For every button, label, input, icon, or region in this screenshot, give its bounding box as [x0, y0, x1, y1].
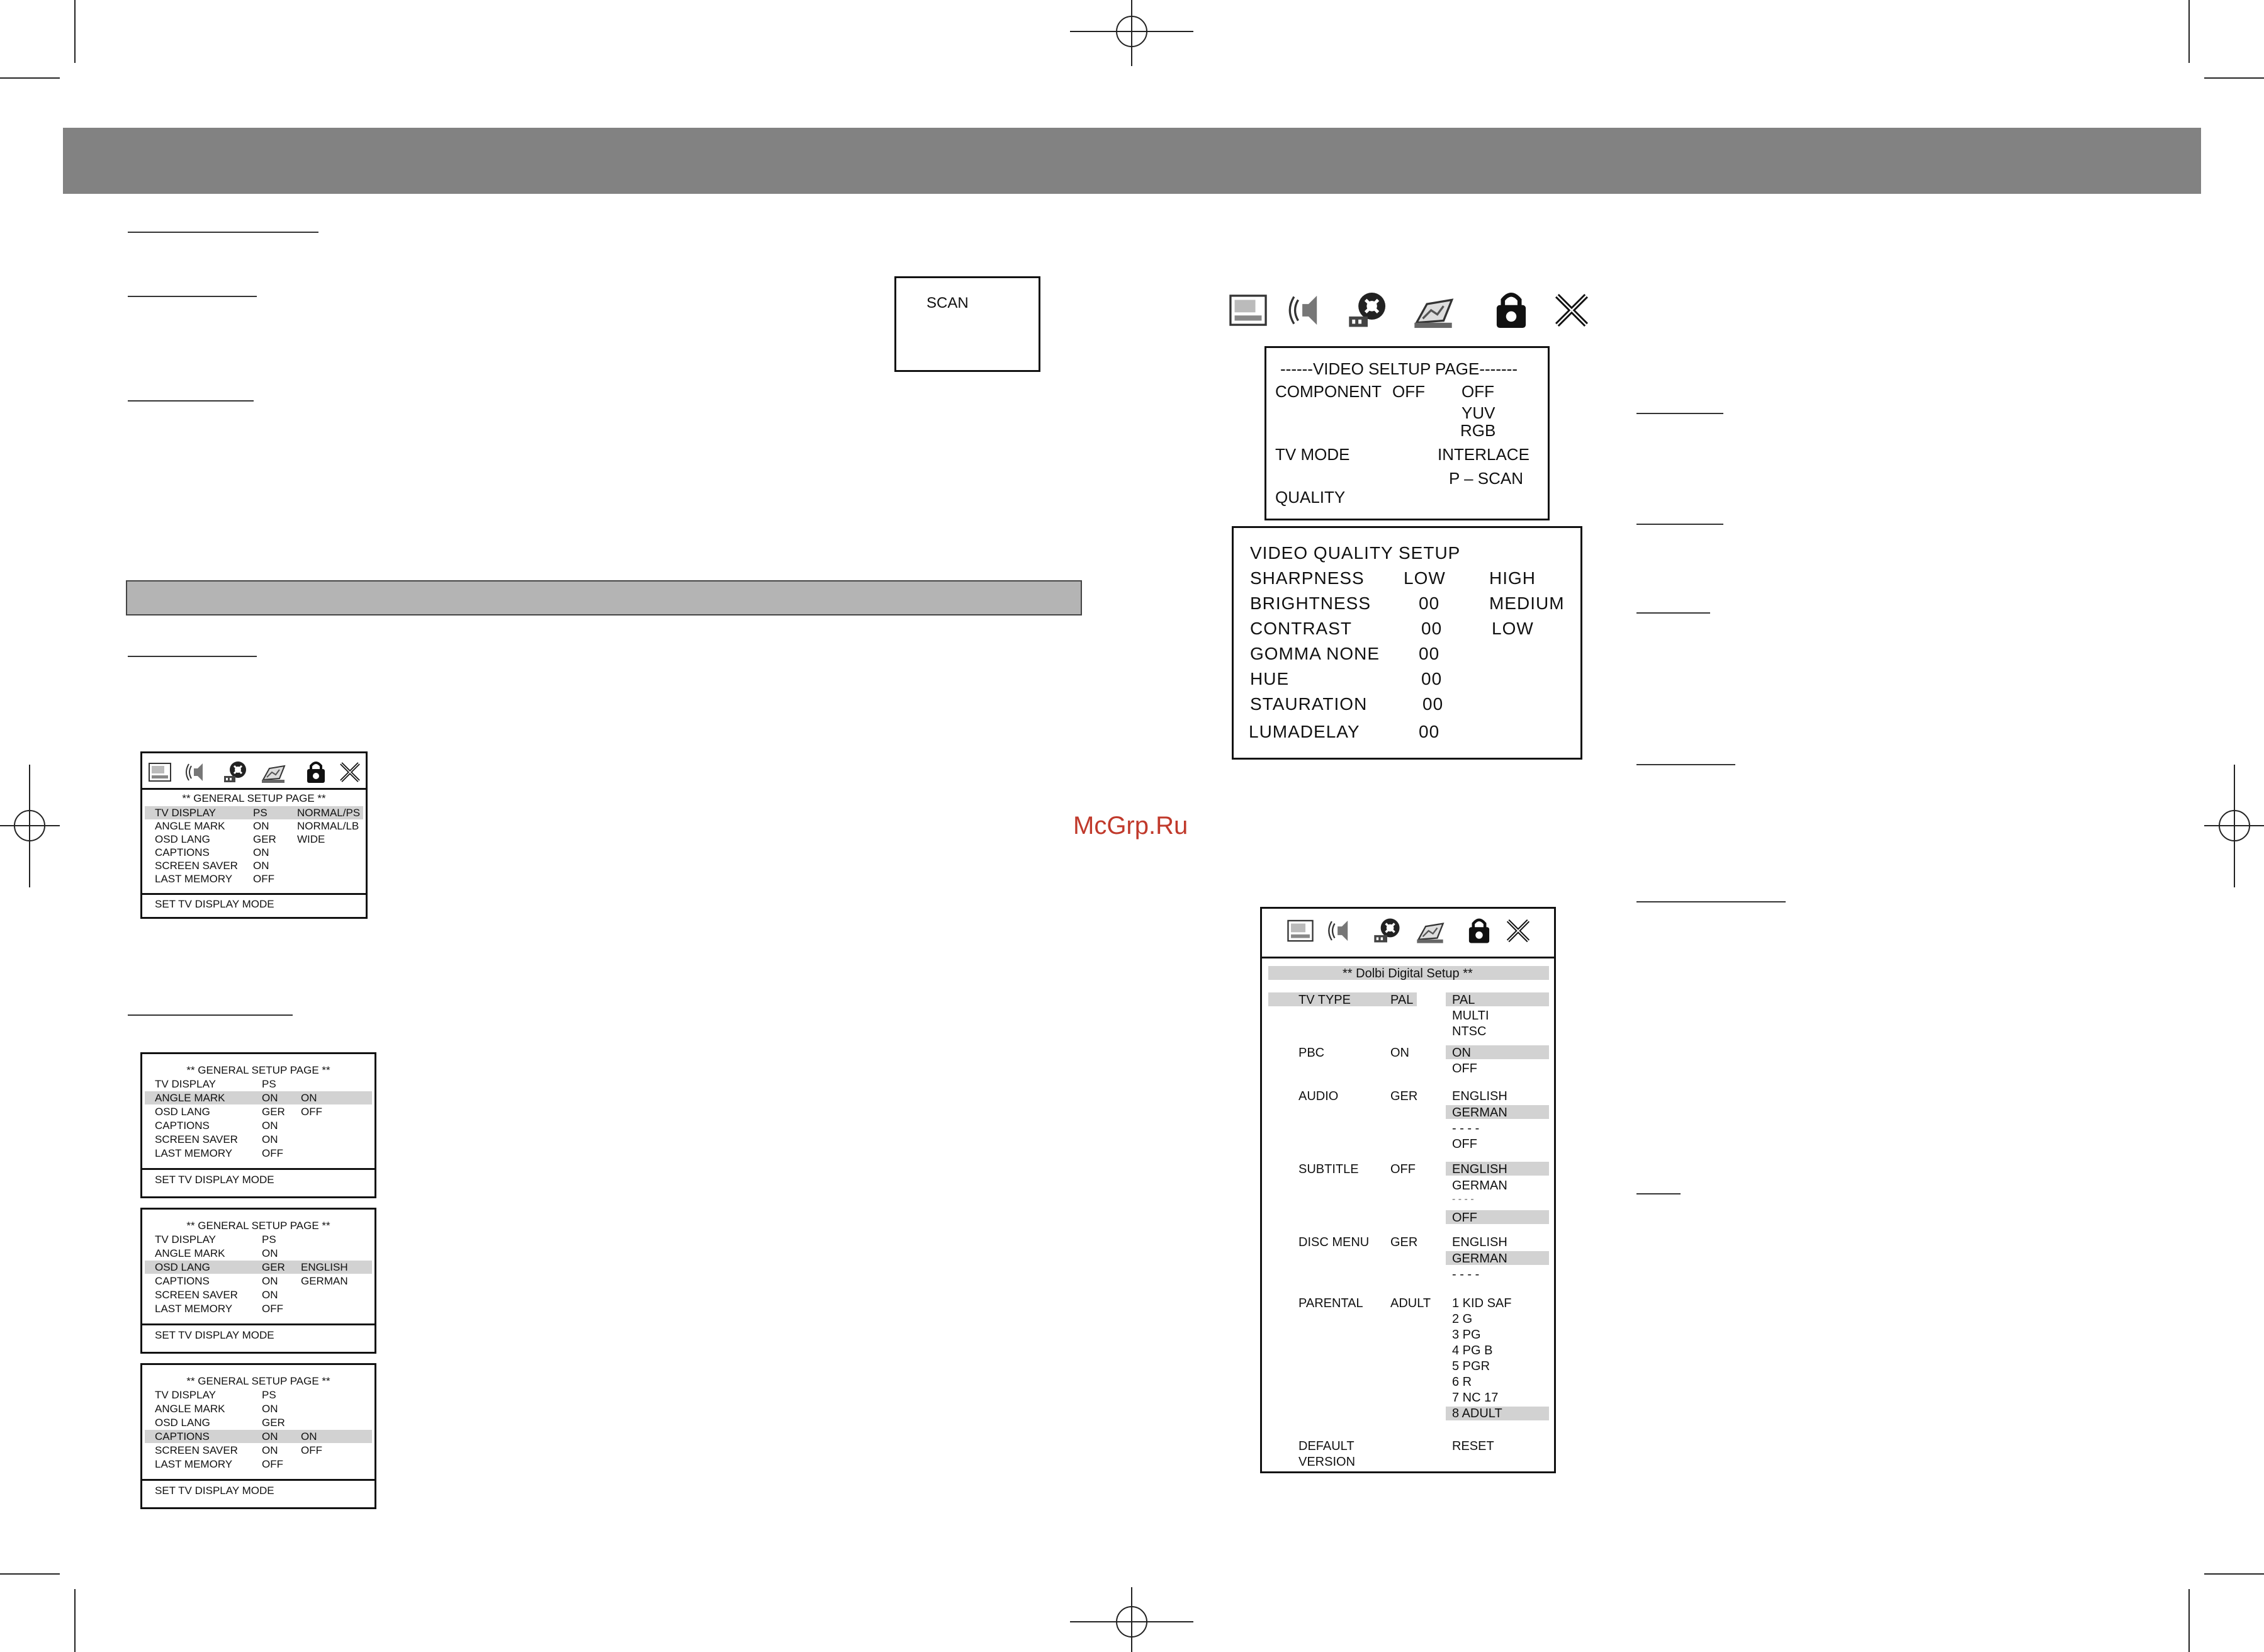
hue-label[interactable]: HUE	[1250, 669, 1290, 688]
parental-option-3[interactable]: 3 PG	[1452, 1328, 1481, 1342]
menu-row-osd-lang[interactable]: OSD LANG GER WIDE	[155, 833, 325, 845]
tv-setup-icon[interactable]	[147, 760, 172, 785]
audio-value: GER	[1390, 1089, 1418, 1103]
scan-label: SCAN	[926, 295, 969, 312]
subtitle-option-german[interactable]: GERMAN	[1452, 1179, 1507, 1193]
exit-icon[interactable]	[337, 760, 363, 785]
film-reel-icon[interactable]	[1347, 289, 1388, 331]
tv-type-option-pal[interactable]: PAL	[1452, 993, 1475, 1007]
menu-row-last-memory[interactable]: LAST MEMORY OFF	[155, 1458, 283, 1470]
heading-rule	[1636, 764, 1735, 765]
lock-icon[interactable]	[303, 760, 329, 785]
menu-row-screen-saver[interactable]: SCREEN SAVER ON	[155, 1133, 278, 1145]
setup-title: ** GENERAL SETUP PAGE **	[186, 1064, 330, 1076]
subtitle-value: OFF	[1390, 1162, 1416, 1176]
menu-row-captions[interactable]: CAPTIONS ON	[155, 1120, 278, 1132]
heading-rule	[128, 400, 254, 402]
exit-icon[interactable]	[1504, 916, 1533, 945]
saturation-label[interactable]: STAURATION	[1250, 694, 1368, 714]
parental-option-6[interactable]: 6 R	[1452, 1375, 1472, 1389]
general-setup-box-2	[140, 1052, 376, 1198]
subtitle-option-dashes[interactable]: - - - -	[1452, 1194, 1474, 1205]
audio-icon[interactable]	[1288, 289, 1329, 331]
setup-footer: SET TV DISPLAY MODE	[155, 1174, 274, 1186]
menu-row-tv-display[interactable]: TV DISPLAY PS	[155, 1389, 276, 1401]
pbc-option-off[interactable]: OFF	[1452, 1062, 1477, 1076]
tv-mode-option-interlace[interactable]: INTERLACE	[1438, 445, 1529, 464]
heading-rule	[1636, 524, 1723, 525]
disc-menu-value: GER	[1390, 1235, 1418, 1249]
saturation-value: 00	[1422, 694, 1444, 714]
parental-label[interactable]: PARENTAL	[1298, 1296, 1363, 1310]
heading-rule	[1636, 612, 1710, 614]
subtitle-option-english[interactable]: ENGLISH	[1452, 1162, 1507, 1176]
setup-footer: SET TV DISPLAY MODE	[155, 1485, 274, 1497]
tv-mode-option-pscan[interactable]: P – SCAN	[1449, 469, 1524, 488]
menu-row-captions[interactable]: CAPTIONS ON ON	[145, 1430, 372, 1443]
setup-title: ** GENERAL SETUP PAGE **	[186, 1220, 330, 1232]
setup-icon-bar	[1262, 916, 1554, 945]
subtitle-label[interactable]: SUBTITLE	[1298, 1162, 1359, 1176]
version-label: VERSION	[1298, 1455, 1356, 1469]
menu-row-angle-mark[interactable]: ANGLE MARK ON	[155, 1403, 278, 1415]
brightness-label[interactable]: BRIGHTNESS	[1250, 593, 1371, 613]
menu-row-angle-mark[interactable]: ANGLE MARK ON NORMAL/LB	[155, 820, 359, 832]
setup-title: ** GENERAL SETUP PAGE **	[182, 792, 326, 804]
video-quality-title: VIDEO QUALITY SETUP	[1250, 543, 1461, 563]
exit-icon[interactable]	[1551, 289, 1592, 331]
audio-option-dashes[interactable]: - - - -	[1452, 1121, 1480, 1135]
picture-icon[interactable]	[1412, 289, 1454, 331]
video-setup-icon-bar	[1227, 289, 1592, 334]
lock-icon[interactable]	[1490, 289, 1532, 331]
menu-row-screen-saver[interactable]: SCREEN SAVER ON	[155, 860, 269, 872]
menu-row-last-memory[interactable]: LAST MEMORY OFF	[155, 1147, 283, 1159]
setup-icon-bar	[142, 760, 366, 785]
setup-footer: SET TV DISPLAY MODE	[155, 898, 274, 910]
audio-option-english[interactable]: ENGLISH	[1452, 1089, 1507, 1103]
header-band	[63, 128, 2201, 194]
contrast-label[interactable]: CONTRAST	[1250, 619, 1352, 638]
lock-icon[interactable]	[1465, 916, 1494, 945]
audio-icon[interactable]	[1327, 916, 1356, 945]
parental-option-4[interactable]: 4 PG B	[1452, 1344, 1493, 1357]
sharpness-label[interactable]: SHARPNESS	[1250, 568, 1365, 588]
component-value: OFF	[1392, 382, 1425, 401]
general-setup-box-4	[140, 1363, 376, 1509]
audio-option-off[interactable]: OFF	[1452, 1137, 1477, 1151]
parental-option-7[interactable]: 7 NC 17	[1452, 1391, 1499, 1405]
subtitle-option-off[interactable]: OFF	[1452, 1211, 1477, 1225]
hue-value: 00	[1421, 669, 1443, 688]
tv-setup-icon[interactable]	[1227, 289, 1269, 331]
video-quality-box	[1232, 526, 1582, 760]
sharpness-option-low[interactable]: LOW	[1492, 619, 1534, 638]
disc-menu-option-dashes[interactable]: - - - -	[1452, 1267, 1480, 1281]
audio-icon[interactable]	[185, 760, 210, 785]
tv-setup-icon[interactable]	[1286, 916, 1315, 945]
audio-label[interactable]: AUDIO	[1298, 1089, 1339, 1103]
picture-icon[interactable]	[1416, 916, 1445, 945]
dolby-title: ** Dolbi Digital Setup **	[1343, 967, 1473, 981]
heading-rule	[1636, 413, 1723, 414]
menu-row-captions[interactable]: CAPTIONS ON GERMAN	[155, 1275, 348, 1287]
contrast-value: 00	[1421, 619, 1443, 638]
menu-row-osd-lang[interactable]: OSD LANG GER OFF	[155, 1106, 322, 1118]
gamma-value: 00	[1419, 644, 1440, 663]
scan-box	[894, 276, 1040, 372]
sharpness-value: LOW	[1404, 568, 1446, 588]
setup-footer: SET TV DISPLAY MODE	[155, 1329, 274, 1341]
pbc-value: ON	[1390, 1046, 1409, 1060]
menu-row-last-memory[interactable]: LAST MEMORY OFF	[155, 873, 274, 885]
dolby-setup-box	[1260, 907, 1556, 1473]
component-option-off[interactable]: OFF	[1461, 382, 1494, 401]
quality-label[interactable]: QUALITY	[1275, 488, 1346, 507]
gamma-label[interactable]: GOMMA NONE	[1250, 644, 1380, 663]
setup-title: ** GENERAL SETUP PAGE **	[186, 1375, 330, 1387]
menu-row-captions[interactable]: CAPTIONS ON	[155, 846, 269, 858]
menu-row-screen-saver[interactable]: SCREEN SAVER ON OFF	[155, 1444, 322, 1456]
default-label[interactable]: DEFAULT	[1298, 1439, 1354, 1453]
disc-menu-option-english[interactable]: ENGLISH	[1452, 1235, 1507, 1249]
sharpness-option-high[interactable]: HIGH	[1489, 568, 1536, 588]
pbc-label[interactable]: PBC	[1298, 1046, 1325, 1060]
menu-row-screen-saver[interactable]: SCREEN SAVER ON	[155, 1289, 278, 1301]
heading-rule	[128, 232, 318, 233]
heading-rule	[128, 656, 257, 657]
film-reel-icon[interactable]	[223, 760, 248, 785]
menu-row-osd-lang[interactable]: OSD LANG GER ENGLISH	[145, 1261, 372, 1274]
watermark: McGrp.Ru	[1073, 812, 1188, 840]
heading-rule	[128, 1014, 293, 1016]
menu-row-angle-mark[interactable]: ANGLE MARK ON ON	[145, 1091, 372, 1104]
menu-row-tv-display[interactable]: TV DISPLAY PS	[155, 1233, 276, 1245]
general-setup-box-3	[140, 1208, 376, 1354]
picture-icon[interactable]	[261, 760, 286, 785]
menu-row-osd-lang[interactable]: OSD LANG GER	[155, 1417, 285, 1429]
section-bar	[126, 580, 1082, 615]
tv-type-option-ntsc[interactable]: NTSC	[1452, 1025, 1487, 1038]
disc-menu-option-german[interactable]: GERMAN	[1452, 1252, 1507, 1266]
pbc-option-on[interactable]: ON	[1452, 1046, 1471, 1060]
heading-rule	[128, 296, 257, 297]
general-setup-box-1	[140, 751, 368, 919]
heading-rule	[1636, 1193, 1681, 1194]
menu-row-angle-mark[interactable]: ANGLE MARK ON	[155, 1247, 278, 1259]
parental-option-1[interactable]: 1 KID SAF	[1452, 1296, 1512, 1310]
menu-row-last-memory[interactable]: LAST MEMORY OFF	[155, 1303, 283, 1315]
sharpness-option-medium[interactable]: MEDIUM	[1489, 593, 1565, 613]
parental-value: ADULT	[1390, 1296, 1431, 1310]
brightness-value: 00	[1419, 593, 1440, 613]
audio-option-german[interactable]: GERMAN	[1452, 1106, 1507, 1120]
parental-option-2[interactable]: 2 G	[1452, 1312, 1473, 1326]
menu-row-tv-display[interactable]: TV DISPLAY PS NORMAL/PS	[145, 806, 363, 819]
component-option-rgb[interactable]: RGB	[1460, 421, 1496, 440]
tv-mode-label[interactable]: TV MODE	[1275, 445, 1350, 464]
tv-type-option-multi[interactable]: MULTI	[1452, 1009, 1489, 1023]
lumadelay-label[interactable]: LUMADELAY	[1249, 722, 1360, 741]
heading-rule	[1636, 901, 1786, 902]
video-setup-title: ------VIDEO SELTUP PAGE-------	[1280, 359, 1518, 378]
component-label[interactable]: COMPONENT	[1275, 382, 1382, 401]
tv-type-label[interactable]: TV TYPE	[1298, 993, 1351, 1007]
menu-row-tv-display[interactable]: TV DISPLAY PS	[155, 1078, 276, 1090]
film-reel-icon[interactable]	[1373, 916, 1402, 945]
component-option-yuv[interactable]: YUV	[1461, 403, 1495, 422]
reset-option[interactable]: RESET	[1452, 1439, 1494, 1453]
parental-option-8[interactable]: 8 ADULT	[1452, 1407, 1502, 1420]
parental-option-5[interactable]: 5 PGR	[1452, 1359, 1490, 1373]
lumadelay-value: 00	[1419, 722, 1440, 741]
tv-type-value: PAL	[1390, 993, 1414, 1007]
video-setup-box	[1264, 346, 1550, 520]
disc-menu-label[interactable]: DISC MENU	[1298, 1235, 1370, 1249]
